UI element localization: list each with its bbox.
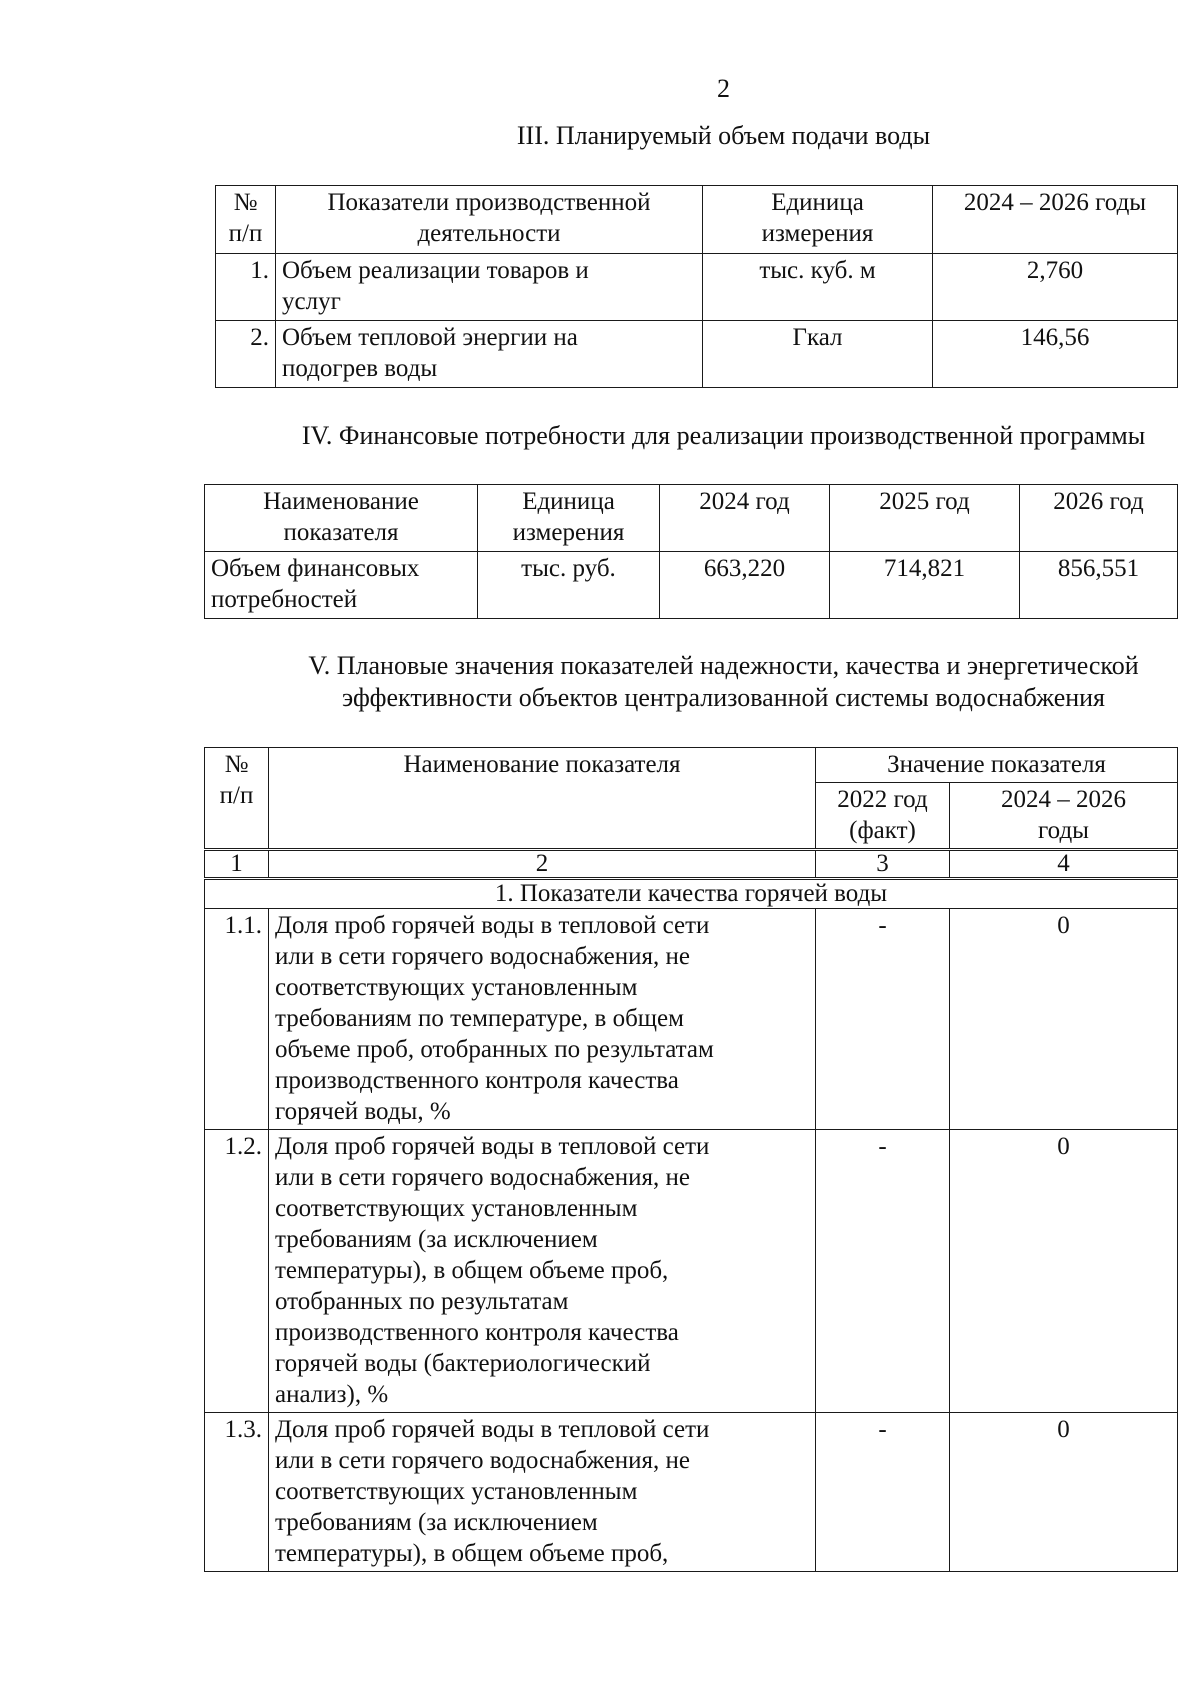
table-row [205, 909, 1178, 1130]
header-cell: Наименование показателя [269, 748, 816, 850]
fact-value: - [816, 1413, 950, 1572]
table-header-row [205, 748, 1178, 783]
section5-title-line2: эффективности объектов централизованной системы водоснабжения [341, 683, 1106, 712]
row-number: 1.2. [205, 1130, 269, 1413]
table-row [205, 1413, 1178, 1572]
value-2026: 856,551 [1020, 552, 1178, 619]
column-number: 4 [950, 850, 1178, 879]
group-row [205, 879, 1178, 909]
header-cell: 2026 год [1020, 485, 1178, 552]
unit-cell: тыс. куб. м [703, 254, 933, 321]
value-cell: 2,760 [933, 254, 1178, 321]
header-cell: 2024 – 2026 годы [950, 783, 1178, 850]
value-cell: 146,56 [933, 321, 1178, 388]
header-cell: Наименование показателя [205, 485, 478, 552]
header-cell: Единица измерения [703, 186, 933, 254]
value-2025: 714,821 [830, 552, 1020, 619]
header-cell: Единица измерения [478, 485, 660, 552]
section4-title: IV. Финансовые потребности для реализации производственной программы [301, 421, 1146, 450]
plan-value: 0 [950, 1130, 1178, 1413]
financial-needs-table [204, 484, 1178, 619]
group-title: 1. Показатели качества горячей воды [205, 879, 1178, 909]
unit-cell: Гкал [703, 321, 933, 388]
indicator-name: Объем финансовых потребностей [205, 552, 478, 619]
header-cell: № п/п [205, 748, 269, 850]
row-number: 1.1. [205, 909, 269, 1130]
row-number: 1.3. [205, 1413, 269, 1572]
indicator-name: Доля проб горячей воды в тепловой сети или в сети горячего водоснабжения, не соответствующих установленным требованиям по температуре, в общем объеме проб, отобранных по результатам производственного контроля качества горячей воды, % [269, 909, 816, 1130]
header-cell: Показатели производственной деятельности [276, 186, 703, 254]
value-2024: 663,220 [660, 552, 830, 619]
header-cell: 2024 год [660, 485, 830, 552]
header-cell: 2025 год [830, 485, 1020, 552]
table-header-row [216, 186, 1178, 254]
row-number: 1. [216, 254, 276, 321]
column-number: 3 [816, 850, 950, 879]
water-supply-table [215, 185, 1178, 388]
indicator-name: Объем тепловой энергии на подогрев воды [276, 321, 703, 388]
header-cell: Значение показателя [816, 748, 1178, 783]
table-row [216, 321, 1178, 388]
column-number: 2 [269, 850, 816, 879]
indicator-name: Доля проб горячей воды в тепловой сети или в сети горячего водоснабжения, не соответствующих установленным требованиям (за исключением температуры), в общем объеме проб, [269, 1413, 816, 1572]
fact-value: - [816, 1130, 950, 1413]
reliability-indicators-table [204, 747, 1178, 1572]
section3-title: III. Планируемый объем подачи воды [516, 121, 931, 150]
plan-value: 0 [950, 909, 1178, 1130]
header-cell: 2022 год (факт) [816, 783, 950, 850]
table-row [205, 1130, 1178, 1413]
table-row [205, 552, 1178, 619]
plan-value: 0 [950, 1413, 1178, 1572]
row-number: 2. [216, 321, 276, 388]
column-number-row [205, 850, 1178, 879]
section5-title-line1: V. Плановые значения показателей надежности, качества и энергетической [308, 651, 1139, 680]
unit-cell: тыс. руб. [478, 552, 660, 619]
page-number: 2 [717, 74, 730, 103]
table-header-row [205, 485, 1178, 552]
indicator-name: Доля проб горячей воды в тепловой сети или в сети горячего водоснабжения, не соответствующих установленным требованиям (за исключением температуры), в общем объеме проб, отобранных по результатам производственного контроля качества горячей воды (бактериологический анализ), % [269, 1130, 816, 1413]
fact-value: - [816, 909, 950, 1130]
table-row [216, 254, 1178, 321]
header-cell: № п/п [216, 186, 276, 254]
indicator-name: Объем реализации товаров и услуг [276, 254, 703, 321]
column-number: 1 [205, 850, 269, 879]
header-cell: 2024 – 2026 годы [933, 186, 1178, 254]
